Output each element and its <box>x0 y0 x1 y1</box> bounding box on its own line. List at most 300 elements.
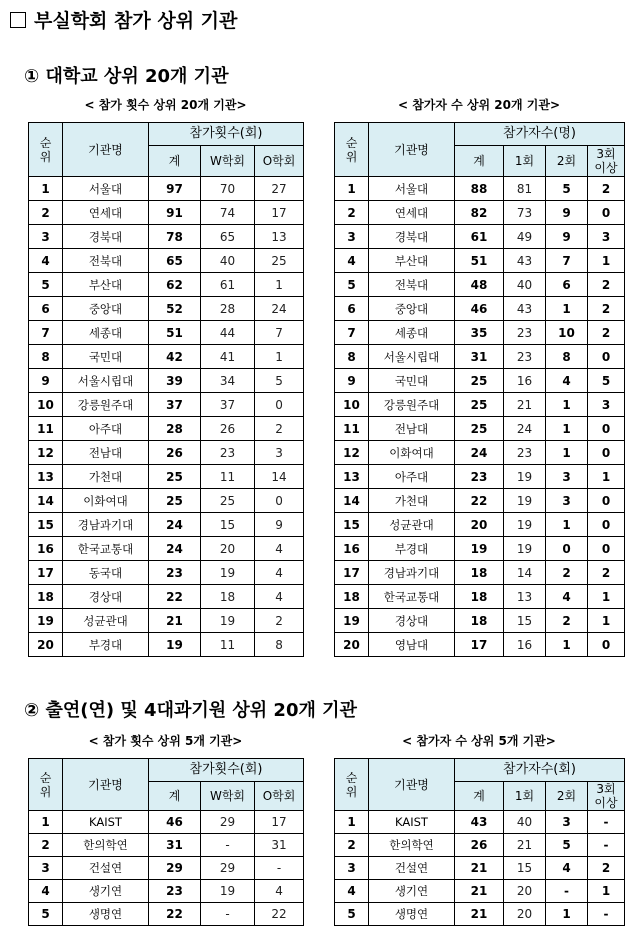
value-cell: 26 <box>201 417 255 441</box>
table-row <box>335 834 625 857</box>
institution-cell: 전북대 <box>63 249 149 273</box>
value-cell: 7 <box>546 249 588 273</box>
total-cell: 78 <box>149 225 201 249</box>
value-cell: 81 <box>504 177 546 201</box>
rank-cell: 15 <box>335 513 369 537</box>
table-row <box>29 903 304 926</box>
value-cell: - <box>255 857 304 880</box>
rank-cell: 8 <box>29 345 63 369</box>
total-cell: 21 <box>455 857 504 880</box>
value-cell: 2 <box>588 561 625 585</box>
table-row <box>29 225 304 249</box>
rank-cell: 1 <box>335 811 369 834</box>
value-cell: 4 <box>255 561 304 585</box>
total-cell: 65 <box>149 249 201 273</box>
institution-cell: 부경대 <box>369 537 455 561</box>
value-cell: 7 <box>255 321 304 345</box>
rank-cell: 19 <box>335 609 369 633</box>
rank-cell: 5 <box>29 273 63 297</box>
value-cell: 1 <box>588 609 625 633</box>
value-cell: 1 <box>546 297 588 321</box>
table-row <box>29 273 304 297</box>
total-cell: 61 <box>455 225 504 249</box>
total-cell: 35 <box>455 321 504 345</box>
value-cell: 2 <box>255 609 304 633</box>
institution-cell: 한의학연 <box>63 834 149 857</box>
total-cell: 22 <box>149 903 201 926</box>
table-row <box>335 201 625 225</box>
value-cell: 0 <box>588 441 625 465</box>
total-cell: 18 <box>455 585 504 609</box>
total-cell: 19 <box>455 537 504 561</box>
value-cell: - <box>588 834 625 857</box>
value-cell: 2 <box>588 857 625 880</box>
table-row <box>335 297 625 321</box>
rank-cell: 14 <box>29 489 63 513</box>
value-cell: 23 <box>504 321 546 345</box>
value-cell: 73 <box>504 201 546 225</box>
section1-left-table <box>28 122 304 657</box>
institution-cell: 이화여대 <box>369 441 455 465</box>
institution-cell: 국민대 <box>63 345 149 369</box>
table-row <box>335 811 625 834</box>
value-cell: 19 <box>504 537 546 561</box>
value-cell: 15 <box>504 857 546 880</box>
institution-cell: 서울대 <box>63 177 149 201</box>
section1-left-caption: < 참가 횟수 상위 20개 기관> <box>84 98 247 112</box>
institution-cell: 연세대 <box>63 201 149 225</box>
institution-cell: 이화여대 <box>63 489 149 513</box>
institution-cell: 국민대 <box>369 369 455 393</box>
value-cell: 0 <box>546 537 588 561</box>
table-row <box>335 880 625 903</box>
section2-right-caption: < 참가자 수 상위 5개 기관> <box>402 734 556 748</box>
total-cell: 46 <box>455 297 504 321</box>
rank-cell: 2 <box>335 201 369 225</box>
institution-cell: 아주대 <box>369 465 455 489</box>
rank-cell: 16 <box>335 537 369 561</box>
header-row <box>335 759 625 782</box>
total-cell: 25 <box>455 393 504 417</box>
table-row <box>29 880 304 903</box>
subheader-3: 2회 <box>546 782 588 811</box>
value-cell: 9 <box>546 201 588 225</box>
section2-left-caption: < 참가 횟수 상위 5개 기관> <box>88 734 243 748</box>
value-cell: 24 <box>255 297 304 321</box>
value-cell: 74 <box>201 201 255 225</box>
table-row <box>335 225 625 249</box>
value-cell: 3 <box>255 441 304 465</box>
rank-cell: 4 <box>335 880 369 903</box>
subheader-1: 계 <box>149 146 201 177</box>
table-row <box>29 417 304 441</box>
value-cell: 20 <box>504 903 546 926</box>
rank-header: 순 위 <box>335 759 369 811</box>
value-cell: 13 <box>255 225 304 249</box>
value-cell: 1 <box>546 393 588 417</box>
section2-right-table <box>334 758 625 926</box>
table-row <box>29 561 304 585</box>
rank-cell: 10 <box>29 393 63 417</box>
rank-cell: 2 <box>29 201 63 225</box>
institution-cell: 건설연 <box>369 857 455 880</box>
rank-cell: 18 <box>29 585 63 609</box>
name-header: 기관명 <box>369 759 455 811</box>
section1-right-table <box>334 122 625 657</box>
subheader-2: W학회 <box>201 146 255 177</box>
institution-cell: 성균관대 <box>369 513 455 537</box>
table-row <box>29 321 304 345</box>
rank-header: 순 위 <box>29 123 63 177</box>
institution-cell: 한국교통대 <box>369 585 455 609</box>
subheader-1: 계 <box>455 146 504 177</box>
subheader-1: 계 <box>455 782 504 811</box>
rank-cell: 9 <box>29 369 63 393</box>
table-row <box>29 857 304 880</box>
institution-cell: 경남과기대 <box>369 561 455 585</box>
table-row <box>335 585 625 609</box>
table-row <box>335 369 625 393</box>
value-cell: 2 <box>588 177 625 201</box>
institution-cell: KAIST <box>369 811 455 834</box>
table-row <box>29 201 304 225</box>
institution-cell: 부경대 <box>63 633 149 657</box>
subheader-2: W학회 <box>201 782 255 811</box>
rank-cell: 5 <box>29 903 63 926</box>
value-cell: 21 <box>504 834 546 857</box>
total-cell: 26 <box>455 834 504 857</box>
value-cell: 40 <box>504 811 546 834</box>
rank-cell: 6 <box>29 297 63 321</box>
institution-cell: 세종대 <box>369 321 455 345</box>
rank-cell: 19 <box>29 609 63 633</box>
total-cell: 37 <box>149 393 201 417</box>
value-cell: 3 <box>546 811 588 834</box>
group-header: 참가자수(회) <box>455 759 625 782</box>
header-row <box>335 123 625 146</box>
table-row <box>335 441 625 465</box>
subheader-4: 3회 이상 <box>588 782 625 811</box>
institution-cell: 생명연 <box>369 903 455 926</box>
value-cell: 5 <box>546 177 588 201</box>
value-cell: 2 <box>588 321 625 345</box>
total-cell: 52 <box>149 297 201 321</box>
institution-cell: 전남대 <box>369 417 455 441</box>
rank-cell: 1 <box>29 177 63 201</box>
rank-cell: 12 <box>29 441 63 465</box>
value-cell: 0 <box>588 345 625 369</box>
value-cell: 0 <box>255 393 304 417</box>
value-cell: 1 <box>255 273 304 297</box>
institution-cell: 아주대 <box>63 417 149 441</box>
value-cell: 16 <box>504 369 546 393</box>
table-row <box>29 393 304 417</box>
institution-cell: 중앙대 <box>369 297 455 321</box>
rank-cell: 9 <box>335 369 369 393</box>
value-cell: 1 <box>546 513 588 537</box>
value-cell: 19 <box>504 489 546 513</box>
value-cell: 1 <box>588 249 625 273</box>
rank-cell: 1 <box>335 177 369 201</box>
value-cell: 23 <box>504 441 546 465</box>
rank-cell: 1 <box>29 811 63 834</box>
table-row <box>335 513 625 537</box>
value-cell: 21 <box>504 393 546 417</box>
table-row <box>335 489 625 513</box>
value-cell: 3 <box>588 393 625 417</box>
subheader-3: O학회 <box>255 782 304 811</box>
table-row <box>29 513 304 537</box>
rank-cell: 5 <box>335 903 369 926</box>
value-cell: 40 <box>201 249 255 273</box>
rank-cell: 3 <box>29 857 63 880</box>
table-row <box>335 633 625 657</box>
institution-cell: 한국교통대 <box>63 537 149 561</box>
total-cell: 21 <box>455 880 504 903</box>
total-cell: 91 <box>149 201 201 225</box>
value-cell: 9 <box>546 225 588 249</box>
value-cell: 5 <box>546 834 588 857</box>
institution-cell: 강릉원주대 <box>63 393 149 417</box>
rank-cell: 12 <box>335 441 369 465</box>
name-header: 기관명 <box>63 123 149 177</box>
section1-title: ① 대학교 상위 20개 기관 <box>24 66 229 87</box>
value-cell: 4 <box>546 585 588 609</box>
value-cell: 19 <box>504 513 546 537</box>
total-cell: 21 <box>149 609 201 633</box>
value-cell: 19 <box>201 609 255 633</box>
rank-cell: 14 <box>335 489 369 513</box>
rank-cell: 6 <box>335 297 369 321</box>
total-cell: 22 <box>455 489 504 513</box>
value-cell: 0 <box>588 489 625 513</box>
table-row <box>335 393 625 417</box>
rank-cell: 4 <box>29 249 63 273</box>
institution-cell: 생기연 <box>63 880 149 903</box>
value-cell: 0 <box>588 633 625 657</box>
value-cell: - <box>588 903 625 926</box>
rank-cell: 4 <box>29 880 63 903</box>
value-cell: 4 <box>255 585 304 609</box>
value-cell: 43 <box>504 297 546 321</box>
total-cell: 21 <box>455 903 504 926</box>
rank-cell: 2 <box>335 834 369 857</box>
total-cell: 82 <box>455 201 504 225</box>
value-cell: 0 <box>588 417 625 441</box>
total-cell: 25 <box>149 465 201 489</box>
total-cell: 29 <box>149 857 201 880</box>
table-row <box>29 834 304 857</box>
institution-cell: 영남대 <box>369 633 455 657</box>
institution-cell: 서울시립대 <box>63 369 149 393</box>
rank-cell: 13 <box>335 465 369 489</box>
total-cell: 88 <box>455 177 504 201</box>
institution-cell: 경상대 <box>63 585 149 609</box>
total-cell: 23 <box>149 561 201 585</box>
value-cell: 1 <box>546 633 588 657</box>
total-cell: 24 <box>149 513 201 537</box>
rank-cell: 4 <box>335 249 369 273</box>
rank-cell: 17 <box>335 561 369 585</box>
value-cell: 70 <box>201 177 255 201</box>
table-row <box>29 369 304 393</box>
main-title: 부실학회 참가 상위 기관 <box>10 6 237 33</box>
subheader-4: 3회 이상 <box>588 146 625 177</box>
total-cell: 28 <box>149 417 201 441</box>
name-header: 기관명 <box>369 123 455 177</box>
value-cell: 3 <box>546 489 588 513</box>
table-row <box>335 537 625 561</box>
value-cell: 0 <box>588 537 625 561</box>
value-cell: 43 <box>504 249 546 273</box>
institution-cell: KAIST <box>63 811 149 834</box>
total-cell: 42 <box>149 345 201 369</box>
value-cell: 11 <box>201 633 255 657</box>
total-cell: 18 <box>455 609 504 633</box>
rank-cell: 7 <box>335 321 369 345</box>
header-row <box>29 123 304 146</box>
value-cell: 23 <box>201 441 255 465</box>
value-cell: - <box>201 834 255 857</box>
institution-cell: 동국대 <box>63 561 149 585</box>
institution-cell: 경북대 <box>369 225 455 249</box>
table-row <box>335 561 625 585</box>
subheader-1: 계 <box>149 782 201 811</box>
institution-cell: 서울시립대 <box>369 345 455 369</box>
institution-cell: 전남대 <box>63 441 149 465</box>
table-row <box>29 177 304 201</box>
value-cell: 19 <box>201 880 255 903</box>
value-cell: 20 <box>504 880 546 903</box>
total-cell: 46 <box>149 811 201 834</box>
table-row <box>29 297 304 321</box>
table-row <box>29 811 304 834</box>
table-row <box>335 345 625 369</box>
value-cell: 8 <box>255 633 304 657</box>
value-cell: 27 <box>255 177 304 201</box>
table-row <box>29 585 304 609</box>
value-cell: 17 <box>255 201 304 225</box>
value-cell: 19 <box>504 465 546 489</box>
value-cell: 5 <box>255 369 304 393</box>
total-cell: 24 <box>455 441 504 465</box>
value-cell: 4 <box>546 857 588 880</box>
table-row <box>335 273 625 297</box>
name-header: 기관명 <box>63 759 149 811</box>
total-cell: 17 <box>455 633 504 657</box>
institution-cell: 경상대 <box>369 609 455 633</box>
rank-cell: 17 <box>29 561 63 585</box>
total-cell: 20 <box>455 513 504 537</box>
value-cell: 6 <box>546 273 588 297</box>
table-row <box>335 465 625 489</box>
rank-cell: 7 <box>29 321 63 345</box>
value-cell: 2 <box>546 561 588 585</box>
rank-cell: 16 <box>29 537 63 561</box>
institution-cell: 서울대 <box>369 177 455 201</box>
value-cell: 23 <box>504 345 546 369</box>
subheader-3: O학회 <box>255 146 304 177</box>
institution-cell: 부산대 <box>63 273 149 297</box>
section1-right-caption: < 참가자 수 상위 20개 기관> <box>397 98 561 112</box>
table-row <box>29 489 304 513</box>
institution-cell: 경남과기대 <box>63 513 149 537</box>
value-cell: 40 <box>504 273 546 297</box>
total-cell: 24 <box>149 537 201 561</box>
value-cell: - <box>588 811 625 834</box>
value-cell: 15 <box>201 513 255 537</box>
value-cell: 44 <box>201 321 255 345</box>
value-cell: 0 <box>588 513 625 537</box>
total-cell: 31 <box>455 345 504 369</box>
table-row <box>335 177 625 201</box>
total-cell: 48 <box>455 273 504 297</box>
value-cell: 0 <box>588 201 625 225</box>
table-row <box>335 609 625 633</box>
value-cell: 11 <box>201 465 255 489</box>
section2-title: ② 출연(연) 및 4대과기원 상위 20개 기관 <box>24 700 357 721</box>
table-row <box>29 537 304 561</box>
value-cell: 4 <box>255 537 304 561</box>
total-cell: 23 <box>455 465 504 489</box>
table-row <box>335 857 625 880</box>
value-cell: 29 <box>201 857 255 880</box>
value-cell: 8 <box>546 345 588 369</box>
rank-cell: 20 <box>29 633 63 657</box>
rank-cell: 11 <box>335 417 369 441</box>
institution-cell: 한의학연 <box>369 834 455 857</box>
table-row <box>335 903 625 926</box>
value-cell: 2 <box>255 417 304 441</box>
rank-cell: 11 <box>29 417 63 441</box>
rank-cell: 20 <box>335 633 369 657</box>
value-cell: 41 <box>201 345 255 369</box>
value-cell: 15 <box>504 609 546 633</box>
total-cell: 18 <box>455 561 504 585</box>
value-cell: 1 <box>546 417 588 441</box>
rank-header: 순 위 <box>29 759 63 811</box>
value-cell: 37 <box>201 393 255 417</box>
table-row <box>29 345 304 369</box>
institution-cell: 경북대 <box>63 225 149 249</box>
rank-cell: 3 <box>335 225 369 249</box>
institution-cell: 성균관대 <box>63 609 149 633</box>
rank-cell: 5 <box>335 273 369 297</box>
table-row <box>29 609 304 633</box>
value-cell: 25 <box>255 249 304 273</box>
group-header: 참가자수(명) <box>455 123 625 146</box>
institution-cell: 부산대 <box>369 249 455 273</box>
value-cell: 61 <box>201 273 255 297</box>
value-cell: 5 <box>588 369 625 393</box>
value-cell: 1 <box>588 880 625 903</box>
value-cell: 14 <box>255 465 304 489</box>
rank-header: 순 위 <box>335 123 369 177</box>
total-cell: 43 <box>455 811 504 834</box>
value-cell: 18 <box>201 585 255 609</box>
value-cell: - <box>546 880 588 903</box>
value-cell: 13 <box>504 585 546 609</box>
rank-cell: 10 <box>335 393 369 417</box>
table-row <box>29 633 304 657</box>
value-cell: 17 <box>255 811 304 834</box>
total-cell: 51 <box>455 249 504 273</box>
value-cell: 22 <box>255 903 304 926</box>
institution-cell: 강릉원주대 <box>369 393 455 417</box>
total-cell: 25 <box>455 369 504 393</box>
institution-cell: 전북대 <box>369 273 455 297</box>
rank-cell: 8 <box>335 345 369 369</box>
